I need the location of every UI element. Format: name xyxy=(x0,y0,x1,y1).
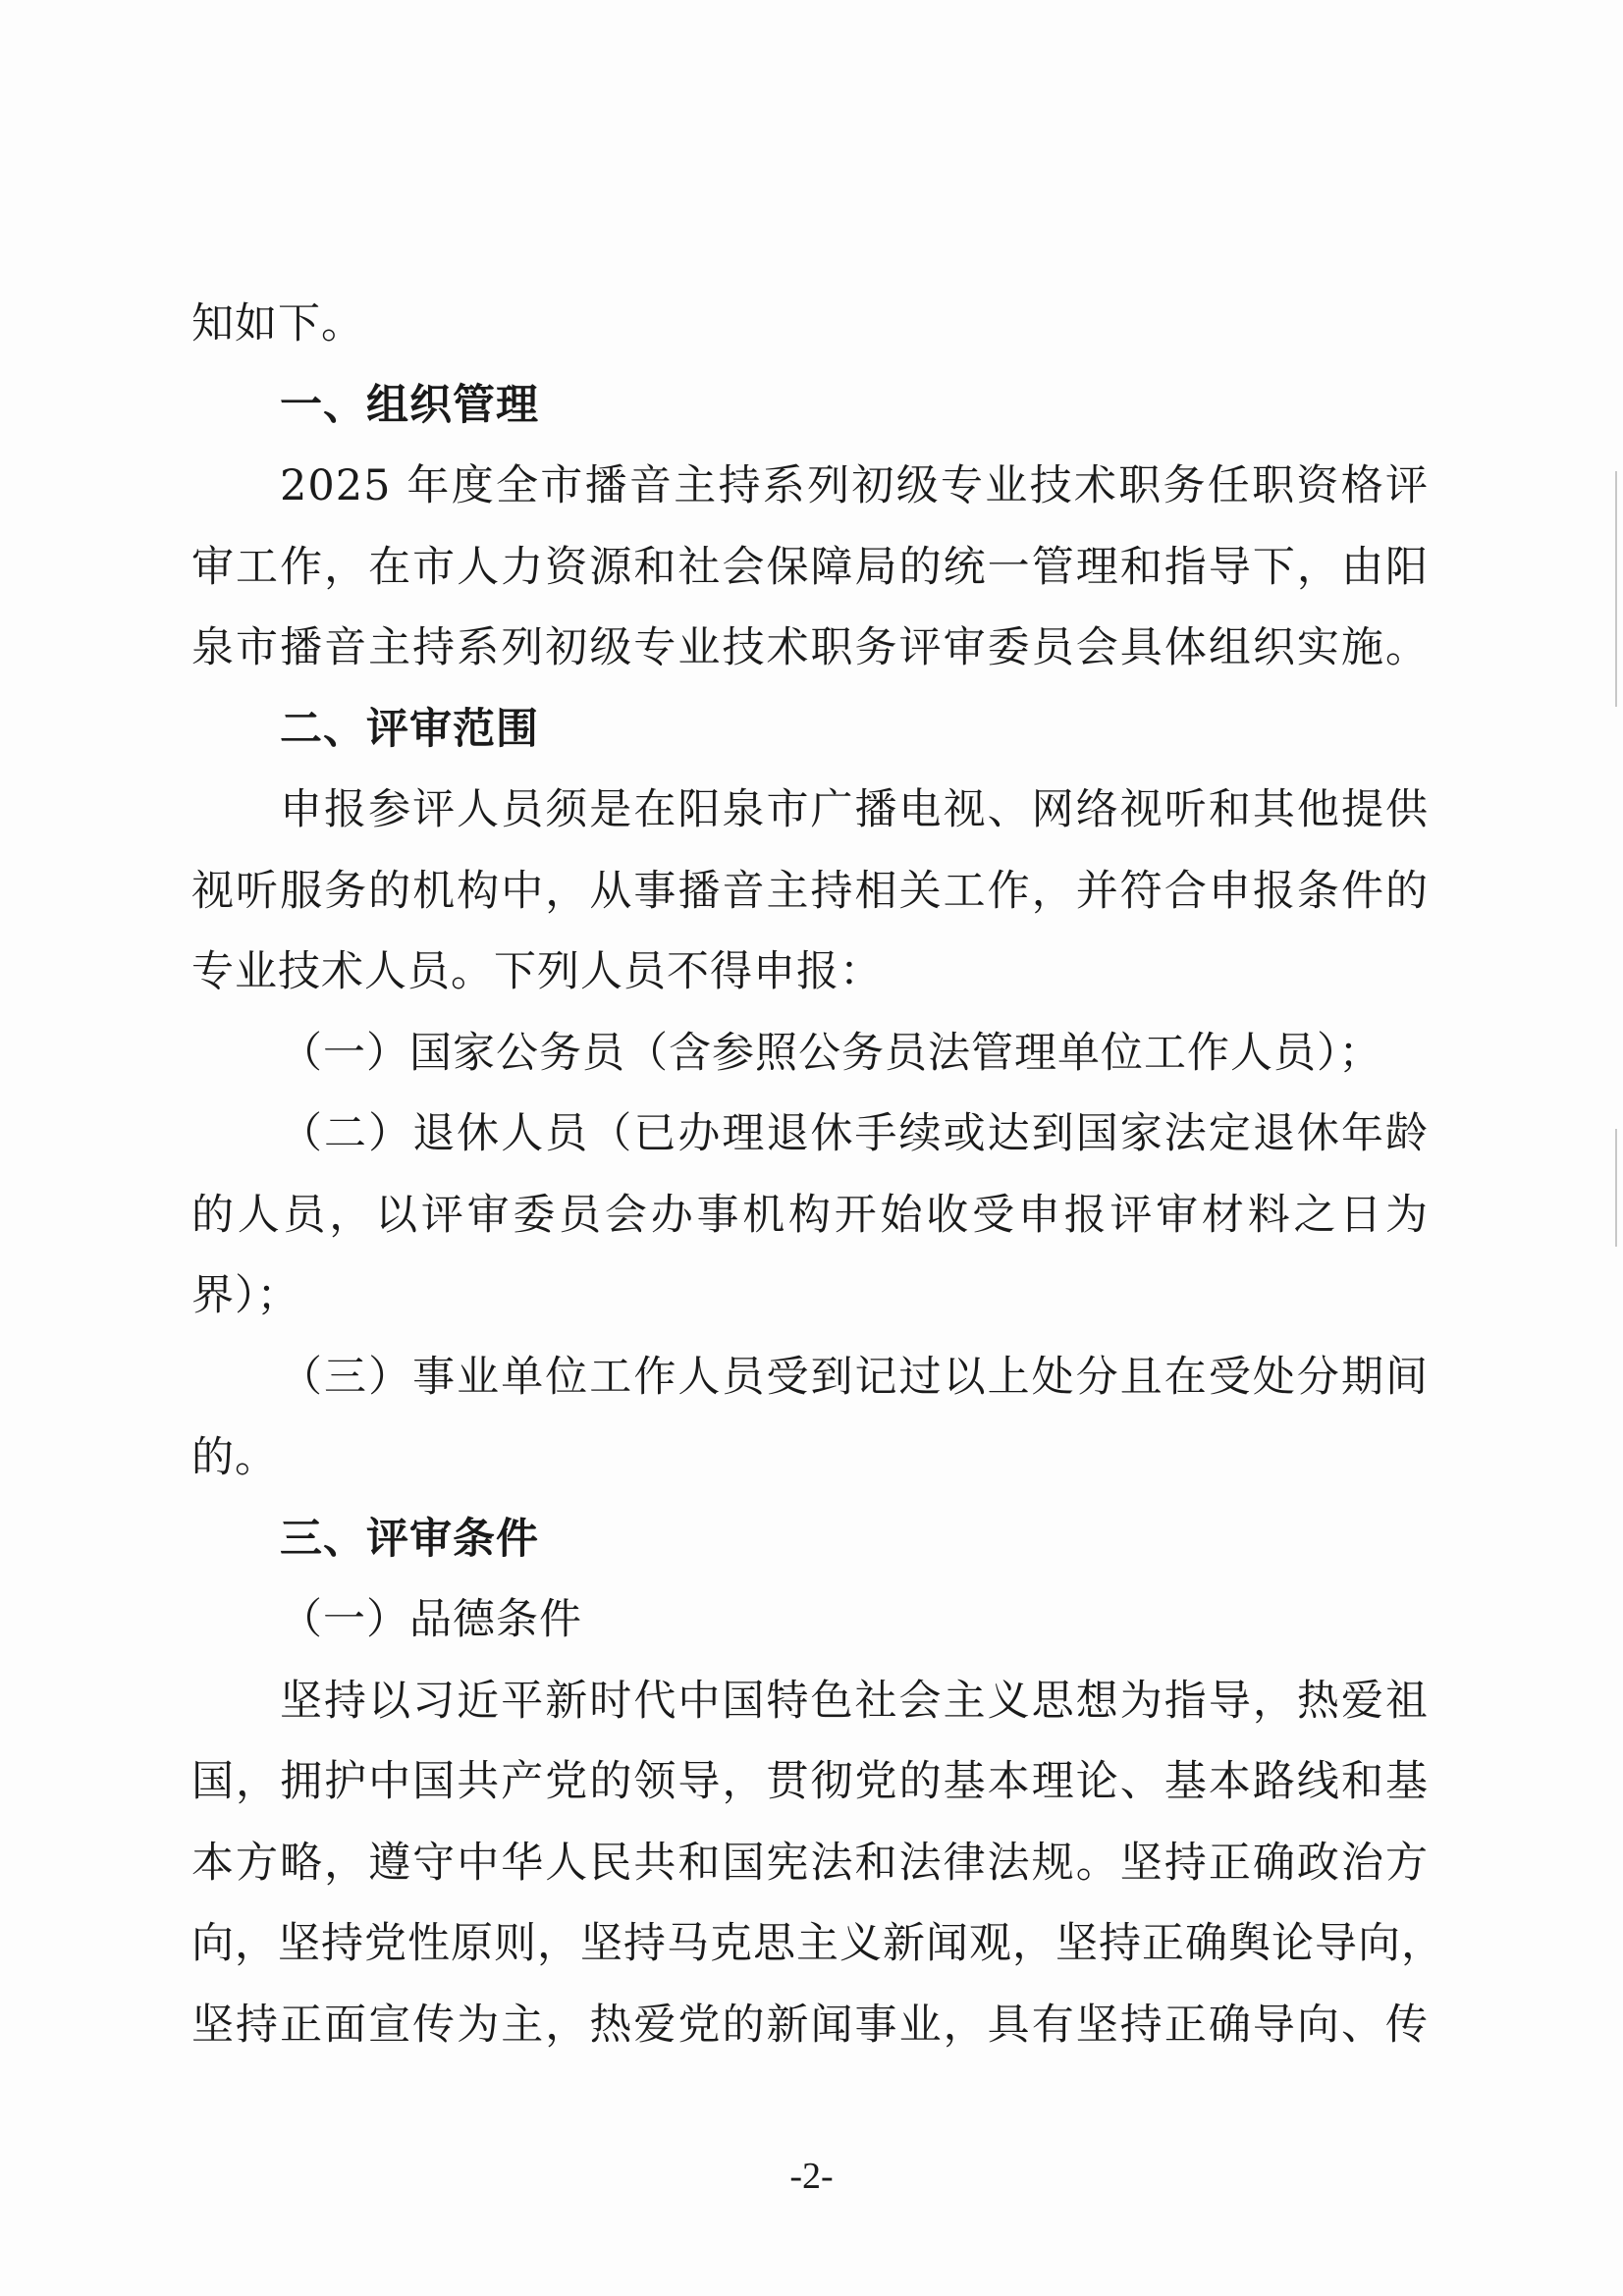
page-number: -2- xyxy=(789,2156,834,2197)
text-line: 国，拥护中国共产党的领导，贯彻党的基本理论、基本路线和基 xyxy=(191,1757,1429,1806)
text-line: 视听服务的机构中，从事播音主持相关工作，并符合申报条件的 xyxy=(191,866,1429,916)
text-line: （一）品德条件 xyxy=(280,1595,582,1644)
text-line: 审工作，在市人力资源和社会保障局的统一管理和指导下，由阳 xyxy=(191,542,1429,592)
text-line: 坚持正面宣传为主，热爱党的新闻事业，具有坚持正确导向、传 xyxy=(191,2000,1429,2050)
text-line: 泉市播音主持系列初级专业技术职务评审委员会具体组织实施。 xyxy=(191,623,1429,672)
scan-edge-mark xyxy=(1615,471,1617,707)
text-line: （二）退休人员（已办理退休手续或达到国家法定退休年龄 xyxy=(280,1109,1429,1158)
text-line: 申报参评人员须是在阳泉市广播电视、网络视听和其他提供 xyxy=(280,785,1429,834)
text-line: 的人员，以评审委员会办事机构开始收受申报评审材料之日为 xyxy=(191,1190,1429,1240)
section-heading: 一、组织管理 xyxy=(280,380,539,430)
text-line: 向，坚持党性原则，坚持马克思主义新闻观，坚持正确舆论导向， xyxy=(191,1919,1444,1968)
text-line: 知如下。 xyxy=(191,299,364,348)
text-line: 专业技术人员。下列人员不得申报： xyxy=(191,947,883,996)
text-line: 2025 年度全市播音主持系列初级专业技术职务任职资格评 xyxy=(280,461,1429,510)
text-line: （一）国家公务员（含参照公务员法管理单位工作人员）； xyxy=(280,1028,1382,1078)
section-heading: 三、评审条件 xyxy=(280,1514,539,1564)
text-line: 本方略，遵守中华人民共和国宪法和法律法规。坚持正确政治方 xyxy=(191,1838,1429,1888)
scan-edge-mark xyxy=(1615,1129,1617,1247)
text-line: 坚持以习近平新时代中国特色社会主义思想为指导，热爱祖 xyxy=(280,1676,1429,1726)
text-line: 界）； xyxy=(191,1271,300,1320)
text-line: （三）事业单位工作人员受到记过以上处分且在受处分期间 xyxy=(280,1352,1429,1402)
text-line: 的。 xyxy=(191,1433,278,1482)
section-heading: 二、评审范围 xyxy=(280,704,539,754)
